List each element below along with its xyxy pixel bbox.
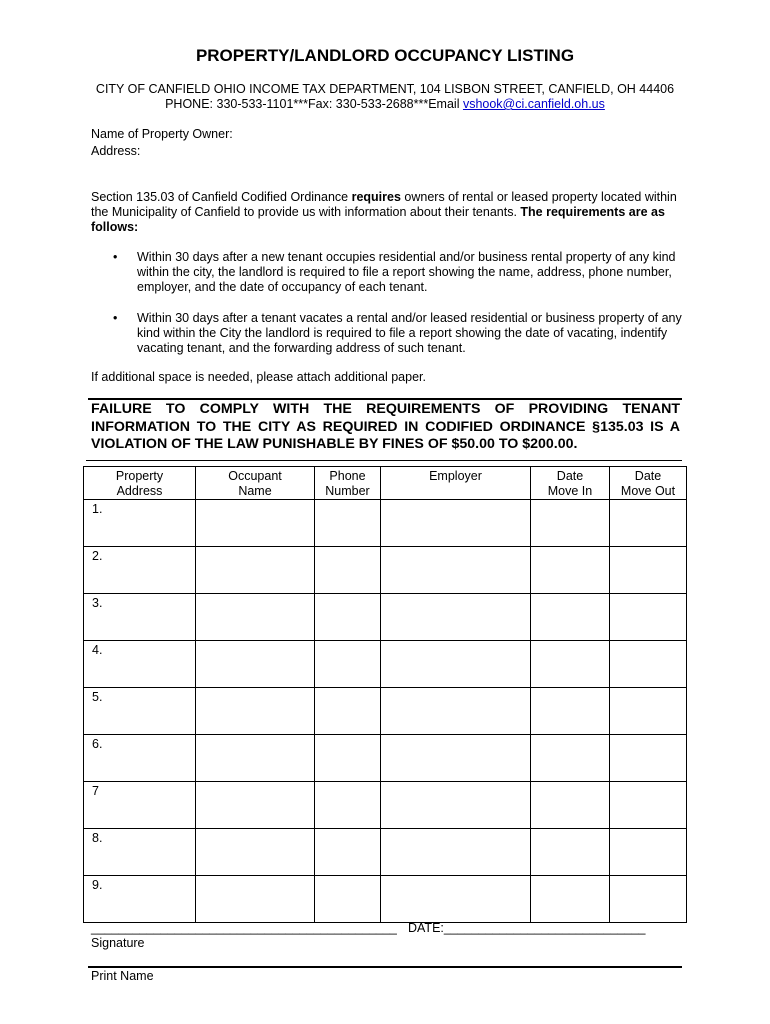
column-header-date-move-in: Date Move In xyxy=(531,467,610,500)
requirement-item xyxy=(113,311,683,359)
column-header-date-move-out: Date Move Out xyxy=(610,467,687,500)
row-number-cell[interactable]: 9. xyxy=(84,876,196,923)
print-name-label: Print Name xyxy=(91,969,154,983)
table-cell[interactable] xyxy=(610,547,687,594)
row-number-cell[interactable]: 7 xyxy=(84,782,196,829)
table-cell[interactable] xyxy=(531,782,610,829)
table-row xyxy=(84,735,687,782)
table-cell[interactable] xyxy=(381,735,531,782)
column-header-property-address: Property Address xyxy=(84,467,196,500)
failure-warning: FAILURE TO COMPLY WITH THE REQUIREMENTS OF PROVIDING TENANT INFORMATION TO THE CITY AS REQUIRED IN CODIFIED ORDINANCE §135.03 IS A VIOLATION OF THE LAW PUNISHABLE BY FINES OF $50.00 TO $200.00. xyxy=(91,401,680,452)
table-row xyxy=(84,876,687,923)
row-number-cell[interactable]: 2. xyxy=(84,547,196,594)
table-cell[interactable] xyxy=(610,735,687,782)
table-cell[interactable] xyxy=(381,829,531,876)
department-address: CITY OF CANFIELD OHIO INCOME TAX DEPARTMENT, 104 LISBON STREET, CANFIELD, OH 44406 xyxy=(95,82,675,96)
table-cell[interactable] xyxy=(315,782,381,829)
requirement-text: Within 30 days after a new tenant occupies residential and/or business rental property of any kind within the city, the landlord is required to file a report showing the name, address, phone number, employer, and the date of occupancy of each tenant. xyxy=(137,250,676,294)
section-text-1: Section 135.03 of Canfield Codified Ordinance xyxy=(91,190,352,204)
table-cell[interactable] xyxy=(610,876,687,923)
table-cell[interactable] xyxy=(315,735,381,782)
contact-phone-fax: PHONE: 330-533-1101***Fax: 330-533-2688***Email xyxy=(165,97,463,111)
row-number-cell[interactable]: 8. xyxy=(84,829,196,876)
section-bold-1: requires xyxy=(351,190,401,204)
table-cell[interactable] xyxy=(381,500,531,547)
column-header-phone-number: Phone Number xyxy=(315,467,381,500)
date-field[interactable]: DATE:_____________________________ xyxy=(408,921,646,935)
table-cell[interactable] xyxy=(315,829,381,876)
section-paragraph xyxy=(91,190,681,235)
table-cell[interactable] xyxy=(315,547,381,594)
table-cell[interactable] xyxy=(196,829,315,876)
column-header-occupant-name: Occupant Name xyxy=(196,467,315,500)
table-cell[interactable] xyxy=(531,641,610,688)
tenant-table xyxy=(83,466,687,923)
table-cell[interactable] xyxy=(196,735,315,782)
table-cell[interactable] xyxy=(315,594,381,641)
table-cell[interactable] xyxy=(315,641,381,688)
table-cell[interactable] xyxy=(531,688,610,735)
table-cell[interactable] xyxy=(610,782,687,829)
bullet-icon: • xyxy=(113,311,118,325)
table-row xyxy=(84,782,687,829)
table-cell[interactable] xyxy=(531,876,610,923)
signature-label: Signature xyxy=(91,936,145,950)
section-bold-2: The requirements are as follows: xyxy=(91,205,665,234)
table-cell[interactable] xyxy=(196,688,315,735)
row-number-cell[interactable]: 6. xyxy=(84,735,196,782)
row-number-cell[interactable]: 3. xyxy=(84,594,196,641)
table-cell[interactable] xyxy=(381,641,531,688)
address-label: Address: xyxy=(91,144,141,158)
table-cell[interactable] xyxy=(610,500,687,547)
table-row xyxy=(84,688,687,735)
table-cell[interactable] xyxy=(610,829,687,876)
table-cell[interactable] xyxy=(381,782,531,829)
signature-line[interactable]: ____________________________________________ xyxy=(91,921,397,935)
table-row xyxy=(84,594,687,641)
section-text-2: owners of rental or leased property located within the Municipality of Canfield to provide us with information about their tenants. xyxy=(91,190,677,219)
requirement-text: Within 30 days after a tenant vacates a rental and/or leased residential or business property of any kind within the City the landlord is required to file a report showing the date of vacating, indentify vacating tenant, and the forwarding address of such tenant. xyxy=(137,311,682,355)
table-cell[interactable] xyxy=(196,641,315,688)
table-cell[interactable] xyxy=(315,500,381,547)
contact-line xyxy=(60,97,710,111)
table-row xyxy=(84,829,687,876)
table-cell[interactable] xyxy=(381,547,531,594)
table-cell[interactable] xyxy=(531,735,610,782)
table-cell[interactable] xyxy=(315,688,381,735)
table-cell[interactable] xyxy=(531,829,610,876)
divider xyxy=(86,460,682,461)
column-header-employer: Employer xyxy=(381,467,531,500)
table-cell[interactable] xyxy=(196,876,315,923)
table-row xyxy=(84,500,687,547)
table-cell[interactable] xyxy=(196,547,315,594)
table-cell[interactable] xyxy=(531,500,610,547)
table-cell[interactable] xyxy=(381,688,531,735)
table-cell[interactable] xyxy=(610,641,687,688)
bullet-icon: • xyxy=(113,250,118,264)
row-number-cell[interactable]: 5. xyxy=(84,688,196,735)
table-cell[interactable] xyxy=(196,500,315,547)
owner-label: Name of Property Owner: xyxy=(91,127,233,141)
print-name-line[interactable] xyxy=(88,966,682,968)
email-link[interactable]: vshook@ci.canfield.oh.us xyxy=(462,97,605,111)
table-cell[interactable] xyxy=(315,876,381,923)
table-cell[interactable] xyxy=(610,688,687,735)
table-cell[interactable] xyxy=(196,782,315,829)
table-row xyxy=(84,641,687,688)
row-number-cell[interactable]: 1. xyxy=(84,500,196,547)
row-number-cell[interactable]: 4. xyxy=(84,641,196,688)
table-cell[interactable] xyxy=(381,594,531,641)
table-cell[interactable] xyxy=(196,594,315,641)
page-title: PROPERTY/LANDLORD OCCUPANCY LISTING xyxy=(195,46,575,65)
additional-note: If additional space is needed, please attach additional paper. xyxy=(91,370,426,384)
table-cell[interactable] xyxy=(381,876,531,923)
table-cell[interactable] xyxy=(531,594,610,641)
table-cell[interactable] xyxy=(531,547,610,594)
table-row xyxy=(84,547,687,594)
requirement-item xyxy=(113,250,683,298)
table-header-row xyxy=(84,467,687,500)
table-cell[interactable] xyxy=(610,594,687,641)
divider xyxy=(88,398,682,400)
